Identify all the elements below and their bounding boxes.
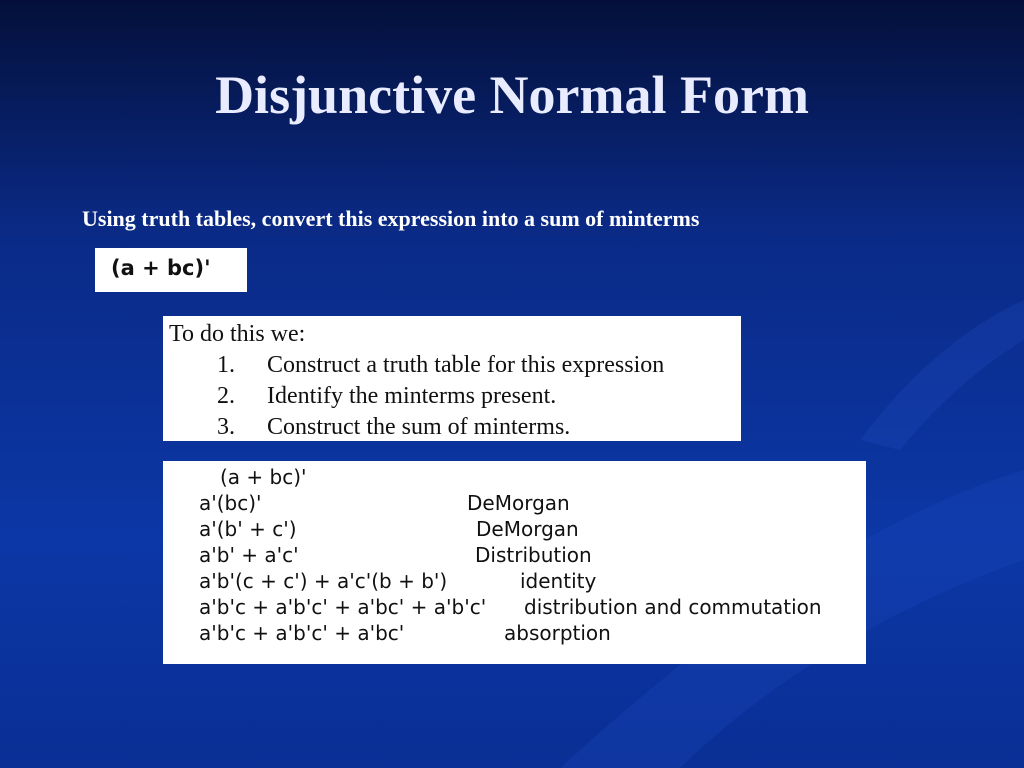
- derivation-expression: a'b'(c + c') + a'c'(b + b'): [199, 569, 448, 593]
- derivation-expression: a'(b' + c'): [199, 517, 297, 541]
- step-number: 3.: [217, 414, 235, 440]
- derivation-rule: Distribution: [475, 543, 592, 567]
- step-text: Construct the sum of minterms.: [267, 414, 571, 440]
- derivation-rule: DeMorgan: [476, 517, 579, 541]
- derivation-expression: a'b' + a'c': [199, 543, 299, 567]
- derivation-rule: DeMorgan: [467, 491, 570, 515]
- slide-subtitle: Using truth tables, convert this expression into a sum of minterms: [82, 206, 700, 231]
- step-text: Identify the minterms present.: [267, 383, 557, 409]
- list-item: [169, 412, 741, 441]
- steps-list: [169, 350, 741, 441]
- derivation-rule: distribution and commutation: [524, 595, 822, 619]
- step-number: 1.: [217, 352, 235, 378]
- list-item: [169, 350, 741, 381]
- steps-intro: To do this we:: [169, 321, 306, 347]
- derivation-expression: a'(bc)': [199, 491, 262, 515]
- derivation-expression: a'b'c + a'b'c' + a'bc' + a'b'c': [199, 595, 487, 619]
- derivation-head: (a + bc)': [220, 465, 307, 489]
- derivation-expression: a'b'c + a'b'c' + a'bc': [199, 621, 405, 645]
- step-number: 2.: [217, 383, 235, 409]
- derivation-rule: absorption: [504, 621, 611, 645]
- derivation-rule: identity: [520, 569, 597, 593]
- step-text: Construct a truth table for this expression: [267, 352, 665, 378]
- steps-panel: [163, 316, 741, 441]
- derivation-panel: [163, 461, 866, 664]
- list-item: [169, 381, 741, 412]
- expression-box: [95, 248, 247, 292]
- expression-text: (a + bc)': [111, 256, 211, 280]
- slide-title: Disjunctive Normal Form: [215, 65, 809, 125]
